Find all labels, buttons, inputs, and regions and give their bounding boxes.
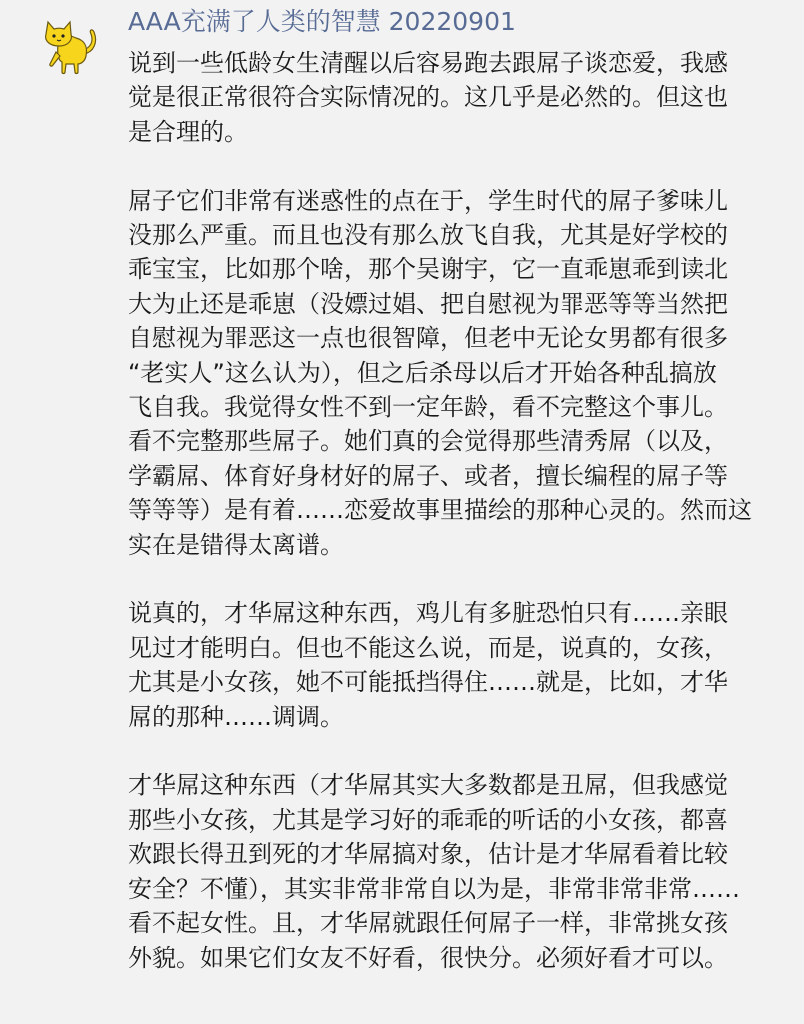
yellow-cat-icon	[40, 14, 104, 78]
post-paragraph-3: 说真的，才华屌这种东西，鸡儿有多脏恐怕只有……亲眼 见过才能明白。但也不能这么说，而是，说真的，女孩， 尤其是小女孩，她不可能抵挡得住……就是，比如，才华 屌的那种……调调。	[128, 599, 728, 731]
avatar[interactable]	[40, 14, 104, 78]
author-name[interactable]: AAA充满了人类的智慧 20220901	[128, 7, 516, 36]
post-paragraph-2: 屌子它们非常有迷惑性的点在于，学生时代的屌子爹味儿 没那么严重。而且也没有那么放飞自我，尤其是好学校的 乖宝宝，比如那个啥，那个吴谢宇，它一直乖崽乖到读北 大为止还是乖崽（没嫖过娼、把自慰视为罪恶等等当然把 自慰视为罪恶这一点也很智障，但老中无论女男都有很多 “老实人”这么认为），但之后杀母以后才开始各种乱搞放 飞自我。我觉得女性不到一定年龄，看不完整这个事儿。 看不完整那些屌子。她们真的会觉得那些清秀屌（以及， 学霸屌、体育好身材好的屌子、或者，擅长编程的屌子等 等等等）是有着……恋爱故事里描绘的那种心灵的。然而这 实在是错得太离谱。	[128, 186, 752, 559]
post-content	[128, 6, 796, 975]
post-paragraph-4: 才华屌这种东西（才华屌其实大多数都是丑屌，但我感觉 那些小女孩，尤其是学习好的乖乖的听话的小女孩，都喜 欢跟长得丑到死的才华屌搞对象，估计是才华屌看着比较 安全？不懂），其实非常非常自以为是，非常非常非常…… 看不起女性。且，才华屌就跟任何屌子一样，非常挑女孩 外貌。如果它们女友不好看，很快分。必须好看才可以。	[128, 771, 740, 972]
post-paragraph-1: 说到一些低龄女生清醒以后容易跑去跟屌子谈恋爱，我感 觉是很正常很符合实际情况的。这几乎是必然的。但这也 是合理的。	[128, 49, 728, 146]
